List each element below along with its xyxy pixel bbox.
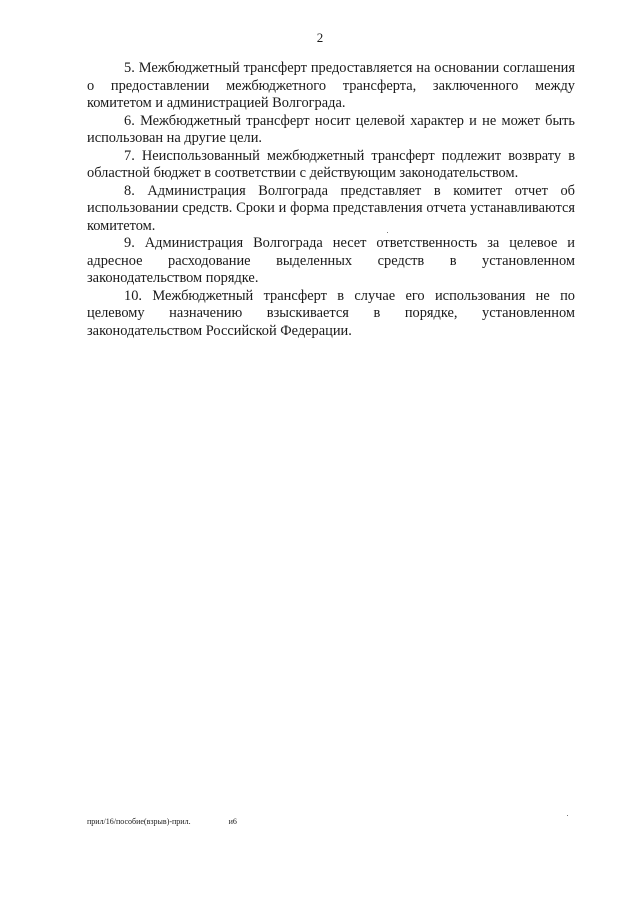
paragraph-6: 6. Межбюджетный трансферт носит целевой характер и не может быть использован на другие цели. [87, 112, 575, 146]
scan-speck [387, 232, 388, 233]
paragraph-5: 5. Межбюджетный трансферт предоставляется на основании соглашения о предоставлении межбюджетного трансферта, заключенного между комитетом и администрацией Волгограда. [87, 60, 575, 111]
paragraph-8: 8. Администрация Волгограда представляет в комитет отчет об использовании средств. Сроки и форма представления отчета устанавливаются комитетом. [87, 182, 575, 234]
scan-speck [567, 815, 568, 816]
page-number: 2 [316, 30, 324, 45]
footer-mark: и6 [228, 817, 237, 826]
footer-file-code: прил/16/пособие(взрыв)-прил. [87, 817, 191, 826]
document-body [87, 60, 575, 340]
paragraph-7: 7. Неиспользованный межбюджетный трансферт подлежит возврату в областной бюджет в соответствии с действующим законодательством. [87, 147, 575, 181]
footer [87, 817, 387, 827]
paragraph-9: 9. Администрация Волгограда несет ответственность за целевое и адресное расходование выделенных средств в установленном законодательством порядке. [87, 235, 575, 286]
paragraph-10: 10. Межбюджетный трансферт в случае его использования не по целевому назначению взыскивается в порядке, установленном законодательством Российской Федерации. [87, 287, 575, 339]
